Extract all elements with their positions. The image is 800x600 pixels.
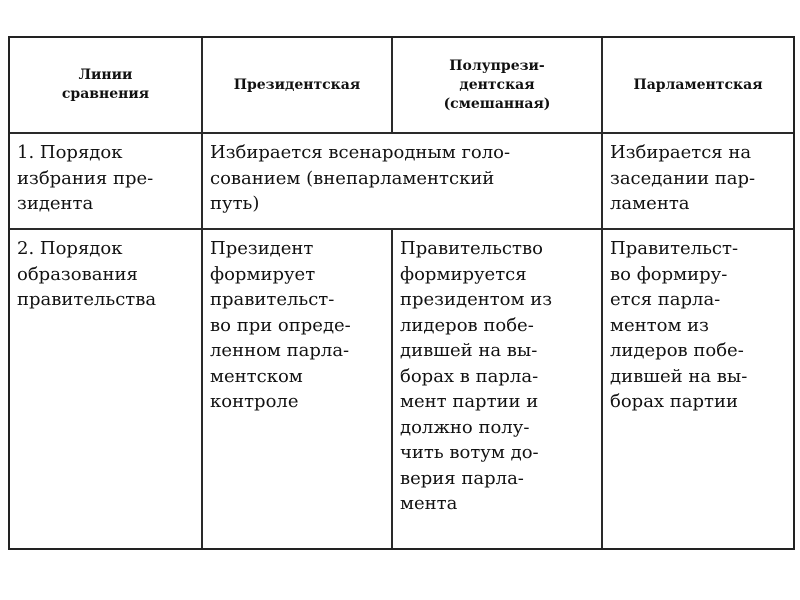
row1-presidential-and-mixed: Избирается всенародным голо- сованием (внепарламентский путь) <box>210 142 511 214</box>
row2-label: 2. Порядок образования правительства <box>17 238 157 310</box>
header-comparison-lines: Линии сравнения <box>61 67 150 102</box>
header-parliamentary: Парламентская <box>633 76 763 93</box>
row2-presidential: Президент формирует правительст- во при опреде- ленном парла- ментском контроле <box>210 238 351 412</box>
header-presidential: Президентская <box>233 76 361 93</box>
row2-parliamentary: Правительст- во формиру- ется парла- ментом из лидеров побе- дившей на вы- борах партии <box>610 238 748 412</box>
grid-line <box>10 228 793 230</box>
grid-line <box>10 132 793 134</box>
row1-parliamentary: Избирается на заседании пар- ламента <box>610 142 756 214</box>
row2-semi-presidential: Правительство формируется президентом из лидеров побе- дившей на вы- борах в парла- мент партии и должно полу- чить вотум до- верия парла- мента <box>400 238 553 514</box>
header-semi-presidential: Полупрези- дентская (смешанная) <box>443 57 551 112</box>
comparison-table <box>8 36 795 550</box>
row1-label: 1. Порядок избрания пре- зидента <box>17 142 154 214</box>
